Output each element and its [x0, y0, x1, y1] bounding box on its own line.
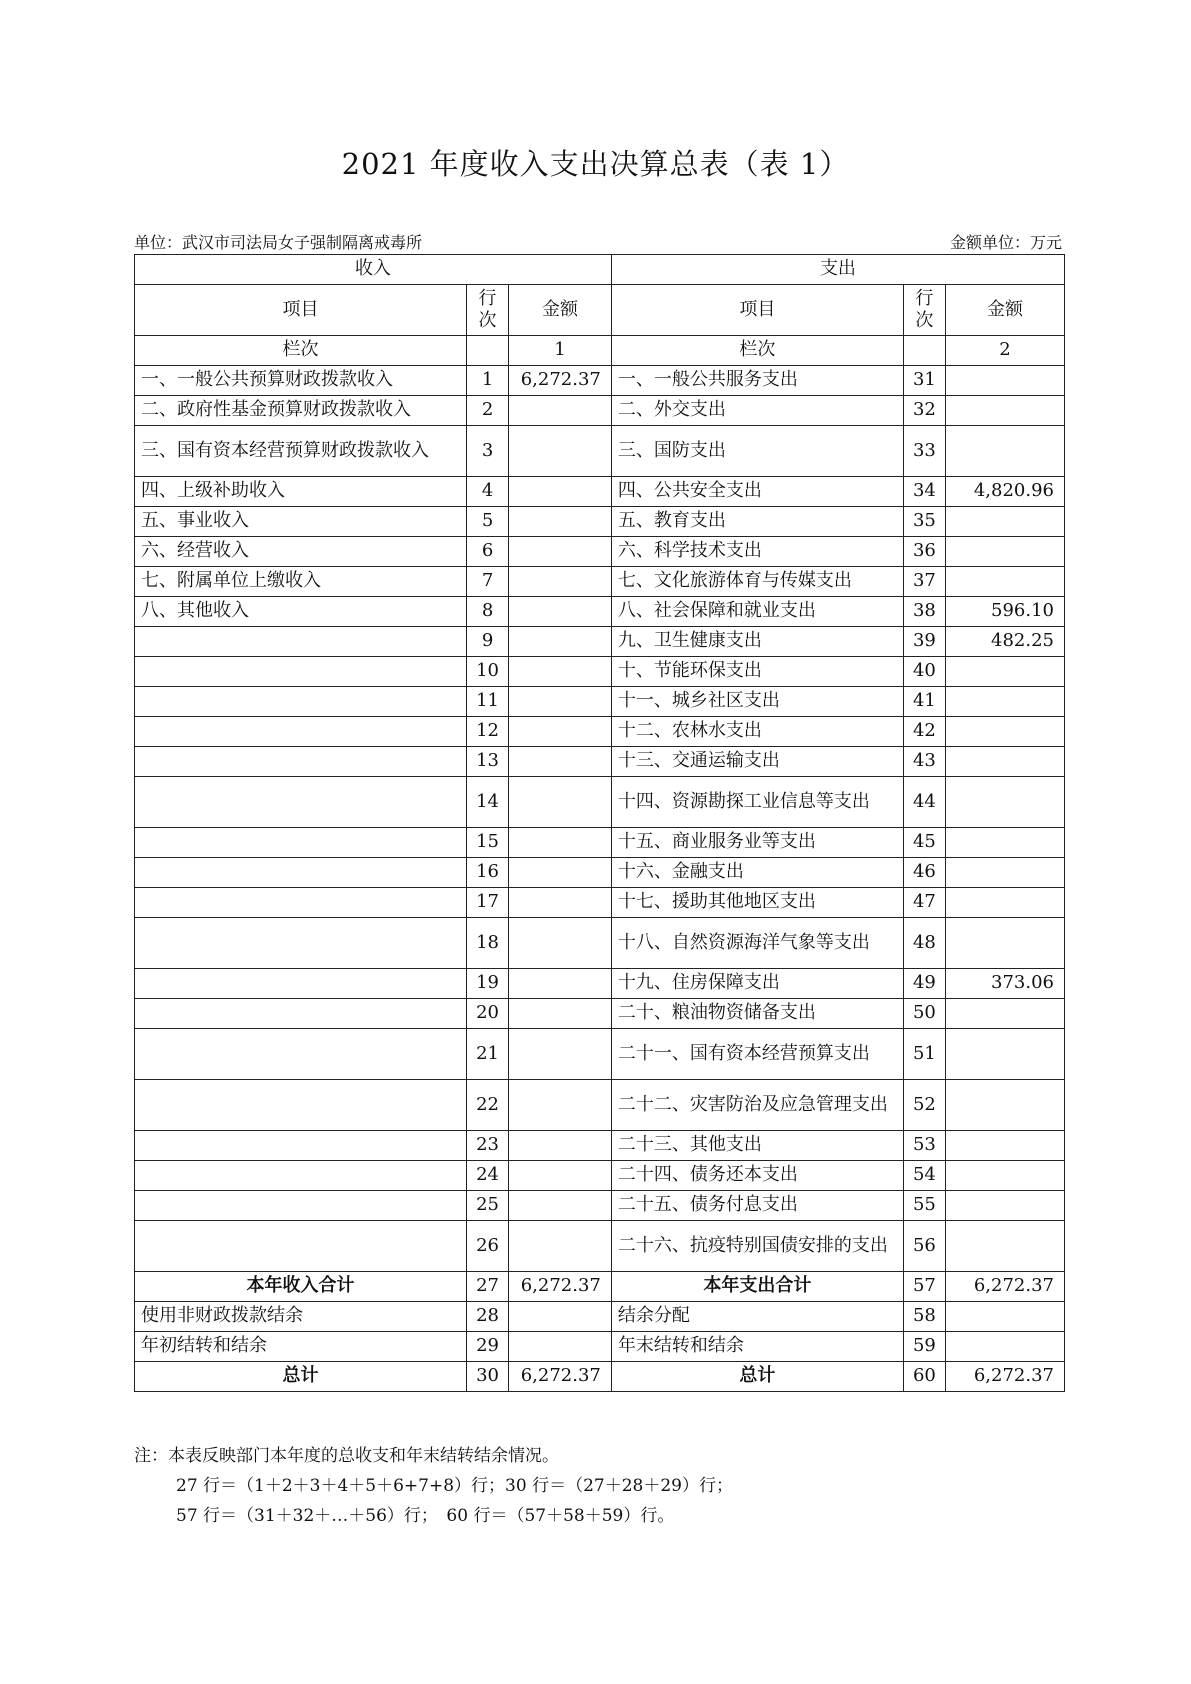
income-rowno-header: 行次: [466, 285, 508, 336]
expense-rowno-cell: 59: [903, 1332, 945, 1362]
income-amount-cell: [509, 858, 612, 888]
expense-item-cell: 十四、资源勘探工业信息等支出: [611, 777, 903, 828]
income-amount-cell: [509, 657, 612, 687]
expense-rowno-cell: 51: [903, 1029, 945, 1080]
income-rowno-cell: 11: [466, 687, 508, 717]
expense-item-cell: 十八、自然资源海洋气象等支出: [611, 918, 903, 969]
table-row: [135, 828, 1065, 858]
expense-rowno-cell: 49: [903, 969, 945, 999]
expense-rowno-cell: 58: [903, 1302, 945, 1332]
expense-amount-cell: [946, 507, 1065, 537]
column-index-row: [135, 336, 1065, 366]
income-rowno-cell: 1: [466, 366, 508, 396]
income-amount-cell: [509, 1191, 612, 1221]
expense-item-cell: 本年支出合计: [611, 1272, 903, 1302]
expense-rowno-cell: 55: [903, 1191, 945, 1221]
income-rowno-cell: 22: [466, 1080, 508, 1131]
expense-rowno-cell: 46: [903, 858, 945, 888]
expense-item-cell: 二十五、债务付息支出: [611, 1191, 903, 1221]
income-rowno-cell: 15: [466, 828, 508, 858]
expense-amount-cell: [946, 1191, 1065, 1221]
expense-rowno-cell: 41: [903, 687, 945, 717]
income-rowno-cell: 18: [466, 918, 508, 969]
income-amount-cell: [509, 396, 612, 426]
income-amount-cell: 6,272.37: [509, 1272, 612, 1302]
expense-rowno-cell: 43: [903, 747, 945, 777]
expense-amount-cell: [946, 1332, 1065, 1362]
income-amount-cell: [509, 687, 612, 717]
column-header-row: [135, 285, 1065, 336]
table-row: [135, 1029, 1065, 1080]
income-rowno-cell: 24: [466, 1161, 508, 1191]
income-rowno-cell: 10: [466, 657, 508, 687]
income-item-cell: [135, 687, 467, 717]
expense-item-cell: 二十、粮油物资储备支出: [611, 999, 903, 1029]
expense-amount-cell: [946, 396, 1065, 426]
income-amount-cell: [509, 717, 612, 747]
income-item-cell: 六、经营收入: [135, 537, 467, 567]
income-item-cell: 一、一般公共预算财政拨款收入: [135, 366, 467, 396]
expense-amount-cell: [946, 537, 1065, 567]
table-row: [135, 507, 1065, 537]
income-rowno-cell: 17: [466, 888, 508, 918]
income-amount-cell: [509, 597, 612, 627]
expense-amount-cell: [946, 918, 1065, 969]
expense-rowno-cell: 56: [903, 1221, 945, 1272]
income-item-cell: [135, 1221, 467, 1272]
expense-amount-cell: 6,272.37: [946, 1362, 1065, 1392]
income-item-cell: 本年收入合计: [135, 1272, 467, 1302]
income-amount-cell: [509, 1080, 612, 1131]
expense-amount-cell: [946, 1221, 1065, 1272]
table-row: [135, 657, 1065, 687]
income-item-cell: [135, 888, 467, 918]
table-row: [135, 969, 1065, 999]
expense-rowno-cell: 60: [903, 1362, 945, 1392]
income-rowno-cell: 25: [466, 1191, 508, 1221]
income-amount-cell: [509, 1221, 612, 1272]
expense-amount-cell: [946, 1080, 1065, 1131]
income-item-cell: 三、国有资本经营预算财政拨款收入: [135, 426, 467, 477]
income-amount-cell: [509, 1161, 612, 1191]
income-item-cell: 四、上级补助收入: [135, 477, 467, 507]
expense-item-cell: 总计: [611, 1362, 903, 1392]
income-rowno-cell: 27: [466, 1272, 508, 1302]
income-item-cell: [135, 1161, 467, 1191]
income-amount-cell: [509, 828, 612, 858]
expense-item-cell: 四、公共安全支出: [611, 477, 903, 507]
income-item-cell: [135, 1029, 467, 1080]
table-row: [135, 1161, 1065, 1191]
table-row: [135, 777, 1065, 828]
expense-rowno-cell: 54: [903, 1161, 945, 1191]
expense-item-cell: 十、节能环保支出: [611, 657, 903, 687]
expense-item-cell: 十七、援助其他地区支出: [611, 888, 903, 918]
table-row: [135, 627, 1065, 657]
income-amount-cell: [509, 627, 612, 657]
expense-amount-cell: 6,272.37: [946, 1272, 1065, 1302]
expense-item-cell: 年末结转和结余: [611, 1332, 903, 1362]
income-item-cell: [135, 858, 467, 888]
unit-label: 单位：武汉市司法局女子强制隔离戒毒所: [134, 233, 423, 252]
income-item-header: 项目: [135, 285, 467, 336]
expense-amount-cell: [946, 717, 1065, 747]
expense-amount-cell: 373.06: [946, 969, 1065, 999]
income-amount-cell: [509, 426, 612, 477]
expense-item-cell: 十九、住房保障支出: [611, 969, 903, 999]
expense-rowno-cell: 47: [903, 888, 945, 918]
income-rowno-cell: 21: [466, 1029, 508, 1080]
income-item-cell: 年初结转和结余: [135, 1332, 467, 1362]
notes: [134, 1441, 733, 1531]
expense-item-cell: 十一、城乡社区支出: [611, 687, 903, 717]
table-row: [135, 1131, 1065, 1161]
income-rowno-cell: 14: [466, 777, 508, 828]
expense-amount-cell: [946, 828, 1065, 858]
income-rowno-cell: 8: [466, 597, 508, 627]
expense-rowno-cell: 40: [903, 657, 945, 687]
expense-amount-cell: [946, 747, 1065, 777]
expense-item-cell: 一、一般公共服务支出: [611, 366, 903, 396]
income-amount-cell: [509, 969, 612, 999]
income-rowno-cell: 12: [466, 717, 508, 747]
expense-rowno-cell: 37: [903, 567, 945, 597]
income-item-cell: [135, 1131, 467, 1161]
income-amount-cell: [509, 507, 612, 537]
table-row: [135, 1221, 1065, 1272]
income-rowno-cell: 2: [466, 396, 508, 426]
expense-item-header: 项目: [611, 285, 903, 336]
expense-item-cell: 七、文化旅游体育与传媒支出: [611, 567, 903, 597]
expense-item-cell: 五、教育支出: [611, 507, 903, 537]
table-row: [135, 567, 1065, 597]
income-amount-cell: [509, 777, 612, 828]
section-header-row: [135, 255, 1065, 285]
expense-item-cell: 结余分配: [611, 1302, 903, 1332]
income-rowno-cell: 23: [466, 1131, 508, 1161]
expense-item-cell: 二十四、债务还本支出: [611, 1161, 903, 1191]
income-item-cell: [135, 657, 467, 687]
expense-amount-cell: [946, 1302, 1065, 1332]
table-row: [135, 537, 1065, 567]
income-rowno-cell: 7: [466, 567, 508, 597]
income-item-cell: [135, 999, 467, 1029]
expense-rowno-cell: 34: [903, 477, 945, 507]
income-amount-cell: [509, 1332, 612, 1362]
income-rowno-cell: 16: [466, 858, 508, 888]
expense-amount-cell: [946, 1131, 1065, 1161]
table-row: [135, 1362, 1065, 1392]
table-row: [135, 1332, 1065, 1362]
expense-col-label: 栏次: [611, 336, 903, 366]
expense-item-cell: 二、外交支出: [611, 396, 903, 426]
income-item-cell: [135, 918, 467, 969]
meta-line: [134, 230, 1062, 253]
expense-amount-cell: 4,820.96: [946, 477, 1065, 507]
income-item-cell: [135, 717, 467, 747]
expense-amount-cell: 596.10: [946, 597, 1065, 627]
expense-amount-cell: [946, 567, 1065, 597]
income-item-cell: 使用非财政拨款结余: [135, 1302, 467, 1332]
income-item-cell: 总计: [135, 1362, 467, 1392]
expense-amount-cell: [946, 1161, 1065, 1191]
table-row: [135, 717, 1065, 747]
income-amount-cell: [509, 1029, 612, 1080]
income-amount-cell: [509, 537, 612, 567]
table-row: [135, 1302, 1065, 1332]
budget-table: [134, 254, 1065, 1392]
table-row: [135, 747, 1065, 777]
expense-rowno-cell: 52: [903, 1080, 945, 1131]
table-row: [135, 426, 1065, 477]
expense-item-cell: 十三、交通运输支出: [611, 747, 903, 777]
income-item-cell: 二、政府性基金预算财政拨款收入: [135, 396, 467, 426]
expense-item-cell: 二十三、其他支出: [611, 1131, 903, 1161]
income-amount-cell: [509, 477, 612, 507]
expense-col-index: 2: [946, 336, 1065, 366]
income-amount-cell: [509, 888, 612, 918]
expense-amount-header: 金额: [946, 285, 1065, 336]
income-rowno-cell: 4: [466, 477, 508, 507]
income-item-cell: 八、其他收入: [135, 597, 467, 627]
income-amount-cell: [509, 1131, 612, 1161]
expense-rowno-cell: 36: [903, 537, 945, 567]
expense-rowno-cell: 39: [903, 627, 945, 657]
note-line: 57 行＝（31＋32＋…＋56）行； 60 行＝（57＋58＋59）行。: [176, 1506, 675, 1526]
expense-item-cell: 二十六、抗疫特别国债安排的支出: [611, 1221, 903, 1272]
expense-rowno-cell: 53: [903, 1131, 945, 1161]
income-rowno-cell: 26: [466, 1221, 508, 1272]
income-col-label: 栏次: [135, 336, 467, 366]
expense-rowno-cell: 42: [903, 717, 945, 747]
note-line: 27 行＝（1＋2＋3＋4＋5＋6+7+8）行；30 行＝（27＋28＋29）行；: [176, 1476, 733, 1496]
expense-rowno-cell: 33: [903, 426, 945, 477]
income-rowno-cell: 28: [466, 1302, 508, 1332]
expense-amount-cell: [946, 687, 1065, 717]
income-item-cell: [135, 627, 467, 657]
income-item-cell: 七、附属单位上缴收入: [135, 567, 467, 597]
income-amount-cell: 6,272.37: [509, 366, 612, 396]
income-item-cell: [135, 969, 467, 999]
income-amount-header: 金额: [509, 285, 612, 336]
expense-item-cell: 二十一、国有资本经营预算支出: [611, 1029, 903, 1080]
income-header: 收入: [135, 255, 612, 285]
income-rowno-cell: 6: [466, 537, 508, 567]
table-row: [135, 1080, 1065, 1131]
expense-amount-cell: [946, 366, 1065, 396]
income-amount-cell: [509, 747, 612, 777]
income-rowno-cell: 13: [466, 747, 508, 777]
expense-rowno-cell: 32: [903, 396, 945, 426]
expense-amount-cell: 482.25: [946, 627, 1065, 657]
income-item-cell: [135, 747, 467, 777]
expense-rowno-cell: 50: [903, 999, 945, 1029]
income-col-blank: [466, 336, 508, 366]
expense-item-cell: 十二、农林水支出: [611, 717, 903, 747]
table-row: [135, 1191, 1065, 1221]
table-row: [135, 999, 1065, 1029]
table-row: [135, 396, 1065, 426]
expense-item-cell: 三、国防支出: [611, 426, 903, 477]
income-item-cell: [135, 777, 467, 828]
page-title: 2021 年度收入支出决算总表（表 1）: [341, 147, 850, 181]
table-row: [135, 1272, 1065, 1302]
note-line: 注：本表反映部门本年度的总收支和年末结转结余情况。: [134, 1446, 559, 1466]
expense-item-cell: 八、社会保障和就业支出: [611, 597, 903, 627]
expense-amount-cell: [946, 888, 1065, 918]
expense-rowno-cell: 44: [903, 777, 945, 828]
amount-unit-label: 金额单位：万元: [949, 233, 1062, 252]
income-rowno-cell: 20: [466, 999, 508, 1029]
expense-rowno-cell: 48: [903, 918, 945, 969]
expense-rowno-cell: 31: [903, 366, 945, 396]
income-item-cell: [135, 828, 467, 858]
table-row: [135, 918, 1065, 969]
expense-header: 支出: [611, 255, 1064, 285]
expense-rowno-cell: 45: [903, 828, 945, 858]
expense-item-cell: 九、卫生健康支出: [611, 627, 903, 657]
income-rowno-cell: 3: [466, 426, 508, 477]
table-row: [135, 858, 1065, 888]
table-row: [135, 477, 1065, 507]
income-rowno-cell: 19: [466, 969, 508, 999]
income-item-cell: [135, 1080, 467, 1131]
expense-amount-cell: [946, 858, 1065, 888]
income-col-index: 1: [509, 336, 612, 366]
table-row: [135, 366, 1065, 396]
expense-item-cell: 二十二、灾害防治及应急管理支出: [611, 1080, 903, 1131]
table-row: [135, 888, 1065, 918]
income-rowno-cell: 30: [466, 1362, 508, 1392]
table-row: [135, 597, 1065, 627]
expense-amount-cell: [946, 657, 1065, 687]
income-amount-cell: [509, 567, 612, 597]
income-amount-cell: [509, 1302, 612, 1332]
income-rowno-cell: 5: [466, 507, 508, 537]
income-amount-cell: 6,272.37: [509, 1362, 612, 1392]
income-amount-cell: [509, 918, 612, 969]
expense-item-cell: 六、科学技术支出: [611, 537, 903, 567]
income-item-cell: 五、事业收入: [135, 507, 467, 537]
expense-rowno-cell: 57: [903, 1272, 945, 1302]
expense-amount-cell: [946, 999, 1065, 1029]
income-item-cell: [135, 1191, 467, 1221]
expense-item-cell: 十五、商业服务业等支出: [611, 828, 903, 858]
expense-rowno-cell: 35: [903, 507, 945, 537]
income-amount-cell: [509, 999, 612, 1029]
expense-rowno-cell: 38: [903, 597, 945, 627]
table-row: [135, 687, 1065, 717]
expense-amount-cell: [946, 1029, 1065, 1080]
expense-col-blank: [903, 336, 945, 366]
expense-amount-cell: [946, 777, 1065, 828]
income-rowno-cell: 29: [466, 1332, 508, 1362]
expense-amount-cell: [946, 426, 1065, 477]
expense-item-cell: 十六、金融支出: [611, 858, 903, 888]
income-rowno-cell: 9: [466, 627, 508, 657]
expense-rowno-header: 行次: [903, 285, 945, 336]
